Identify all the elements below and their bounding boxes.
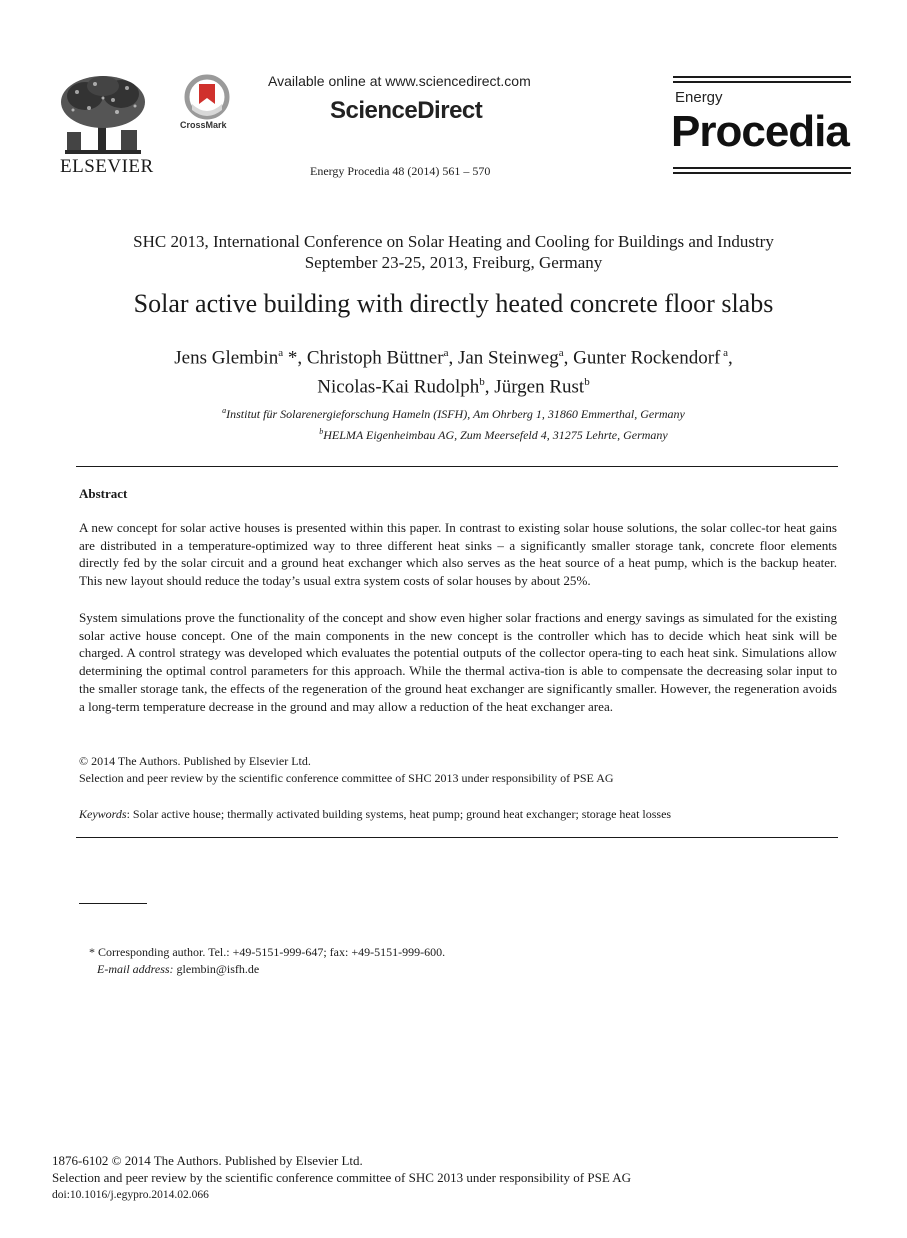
journal-logo-energy: Energy xyxy=(675,89,723,106)
peer-review-notice: Selection and peer review by the scientific conference committee of SHC 2013 under responsibility of PSE AG xyxy=(79,771,614,785)
author-name: Nicolas-Kai Rudolph xyxy=(317,376,480,398)
corresponding-mark: * xyxy=(283,347,298,369)
author-affil-sup: a xyxy=(558,347,564,359)
available-online-text: Available online at www.sciencedirect.com xyxy=(268,73,531,89)
affiliation-b: $^b$HELMA Eigenheimbau AG, Zum Meersefeld 4, 31275 Lehrte, Germany xyxy=(319,427,668,442)
email-label: E-mail address: xyxy=(97,962,174,976)
author-name: Jürgen Rust xyxy=(494,376,585,398)
footer-issn-copyright: 1876-6102 © 2014 The Authors. Published by Elsevier Ltd. xyxy=(52,1153,363,1168)
author-name: Christoph Büttner xyxy=(306,347,444,369)
abstract-paragraph-1: A new concept for solar active houses is presented within this paper. In contrast to existing solar house solutions, the solar collec-tor heat gains are distributed in a temperature-optimized way to three different heat sinks – a significantly smaller storage tank, concrete floor elements directly fed by the solar circuit and a ground heat exchanger which also serves as the heat source of a heat pump, which is the backup heater. This new layout should reduce the today’s usual extra system costs of solar houses by about 25%. xyxy=(79,520,837,589)
journal-logo-rule-top xyxy=(673,76,851,78)
divider-top xyxy=(76,466,838,467)
author-affil-sup: a xyxy=(278,347,284,359)
copyright-notice: © 2014 The Authors. Published by Elsevier Ltd. xyxy=(79,754,311,768)
author-affil-sup: a xyxy=(720,347,728,359)
affiliations xyxy=(0,402,907,444)
author-list: Jens Glembin$^a$ *, Christoph Büttner$^a$, Jan Steinweg$^a$, Gunter Rockendorf $^a$, Nicolas-Kai Rudolph$^b$, Jürgen Rust$^b$ xyxy=(174,347,733,398)
corresponding-author-note: * Corresponding author. Tel.: +49-5151-999-647; fax: +49-5151-999-600. xyxy=(89,945,446,959)
journal-logo-procedia: Procedia xyxy=(671,107,849,156)
keywords-label: Keywords xyxy=(79,807,127,821)
conference-line-2: September 23-25, 2013, Freiburg, Germany xyxy=(304,253,603,272)
abstract-heading: Abstract xyxy=(79,486,128,501)
article-title: Solar active building with directly heated concrete floor slabs xyxy=(133,289,774,318)
conference-info xyxy=(0,231,907,273)
journal-logo-rule-bottom-2 xyxy=(673,172,851,174)
elsevier-wordmark: ELSEVIER xyxy=(60,156,154,177)
journal-logo-rule-bottom xyxy=(673,167,851,169)
email-note xyxy=(97,962,259,977)
journal-reference: Energy Procedia 48 (2014) 561 – 570 xyxy=(310,164,491,178)
footnote-rule xyxy=(79,903,147,904)
author-affil-sup: b xyxy=(584,376,590,389)
author-name: Gunter Rockendorf xyxy=(573,347,721,369)
abstract-paragraph-2: System simulations prove the functionality of the concept and show even higher solar fractions and energy savings as simulated for the existing solar active house concept. One of the main components in the new concept is the controller which has to decide which heat sink will be charged. A control strategy was developed which evaluates the potential outputs of the collector opera-ting to each heat sink. Simulations allow determining the optimal control parameters for this approach. While the thermal activa-tion is able to compensate the decreasing solar input to the smaller storage tank, the effects of the regeneration of the ground heat exchanger are significantly smaller. However, the regeneration avoids a long-term temperature decrease in the ground and may allow a reduction of the heat exchanger area. xyxy=(79,610,837,714)
divider-bottom xyxy=(76,837,838,838)
keywords-list: : Solar active house; thermally activated building systems, heat pump; ground heat exchanger; storage heat losses xyxy=(126,807,672,821)
footer-doi[interactable]: doi:10.1016/j.egypro.2014.02.066 xyxy=(52,1189,209,1201)
author-name: Jan Steinweg xyxy=(457,347,559,369)
journal-logo-rule-top-2 xyxy=(673,81,851,83)
footer-peer-review: Selection and peer review by the scientific conference committee of SHC 2013 under responsibility of PSE AG xyxy=(52,1170,632,1185)
conference-line-1: SHC 2013, International Conference on Solar Heating and Cooling for Buildings and Industry xyxy=(133,232,774,251)
crossmark-label: CrossMark xyxy=(180,120,227,130)
author-name: Jens Glembin xyxy=(174,347,279,369)
author-affil-sup: b xyxy=(479,376,485,389)
sciencedirect-logo[interactable]: ScienceDirect xyxy=(330,97,483,124)
email-address[interactable]: glembin@isfh.de xyxy=(173,962,260,976)
keywords xyxy=(79,806,671,823)
affiliation-a: $^a$Institut für Solarenergieforschung Hameln (ISFH), Am Ohrberg 1, 31860 Emmerthal, Germany xyxy=(222,406,685,421)
author-affil-sup: a xyxy=(443,347,449,359)
